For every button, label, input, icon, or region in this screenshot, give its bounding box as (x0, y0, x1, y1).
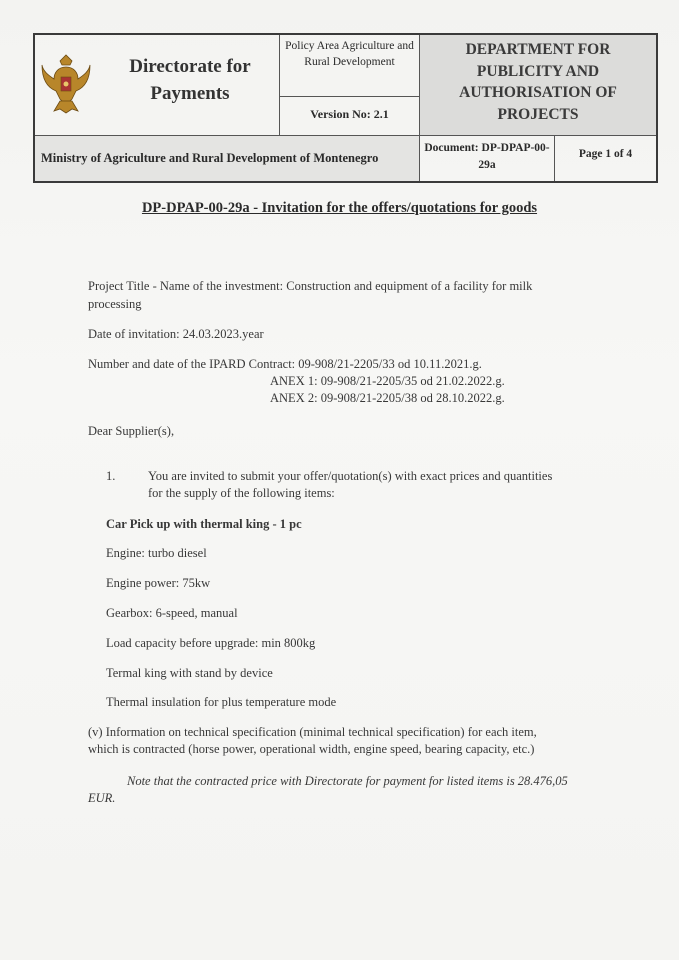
montenegro-coat-of-arms-icon (40, 53, 92, 115)
department-name: DEPARTMENT FOR PUBLICITY AND AUTHORISATION OF PROJECTS (459, 41, 617, 123)
directorate-name: Directorate for Payments (129, 56, 251, 104)
page-number-cell (555, 135, 656, 181)
ministry-name: Ministry of Agriculture and Rural Development of Montenegro (41, 151, 379, 165)
annex-2: ANEX 2: 09-908/21-2205/38 od 28.10.2022.g. (270, 391, 505, 405)
spec-item: Termal king with stand by device (106, 666, 273, 680)
price-note-2: EUR. (88, 791, 116, 805)
price-note: Note that the contracted price with Directorate for payment for listed items is 28.476,05 (127, 774, 568, 788)
technical-info-2: which is contracted (horse power, operational width, engine speed, bearing capacity, etc.) (88, 742, 535, 756)
spec-item: Gearbox: 6-speed, manual (106, 606, 238, 620)
invitation-date: Date of invitation: 24.03.2023.year (88, 327, 264, 341)
logo-cell (35, 35, 280, 135)
version-number: Version No: 2.1 (310, 107, 389, 121)
contract-number: Number and date of the IPARD Contract: 09-908/21-2205/33 od 10.11.2021.g. (88, 357, 482, 371)
version-cell (280, 97, 420, 135)
annex-1: ANEX 1: 09-908/21-2205/35 od 21.02.2022.g. (270, 374, 505, 388)
item-number: 1. (106, 469, 116, 483)
project-title-line-2: processing (88, 297, 142, 311)
invitation-text-2: for the supply of the following items: (148, 486, 335, 500)
policy-area-cell (280, 35, 420, 97)
spec-item: Load capacity before upgrade: min 800kg (106, 636, 316, 650)
department-cell (420, 35, 656, 135)
technical-info: (v) Information on technical specification (minimal technical specification) for each item, (88, 725, 537, 739)
document-header-table (33, 33, 658, 183)
spec-item: Engine power: 75kw (106, 576, 211, 590)
greeting: Dear Supplier(s), (88, 424, 175, 438)
spec-item: Thermal insulation for plus temperature mode (106, 695, 337, 709)
spec-item: Engine: turbo diesel (106, 546, 207, 560)
page-number: Page 1 of 4 (578, 148, 633, 160)
document-id: Document: DP-DPAP-00-29a (424, 142, 550, 171)
document-id-cell (420, 135, 555, 181)
product-name: Car Pick up with thermal king - 1 pc (106, 517, 302, 531)
project-title-line: Project Title - Name of the investment: Construction and equipment of a facility for milk (88, 279, 533, 293)
policy-area: Policy Area Agriculture and Rural Development (285, 40, 414, 68)
ministry-cell (35, 135, 420, 181)
invitation-text: You are invited to submit your offer/quotation(s) with exact prices and quantities (148, 469, 553, 483)
document-title: DP-DPAP-00-29a - Invitation for the offers/quotations for goods (141, 200, 538, 216)
